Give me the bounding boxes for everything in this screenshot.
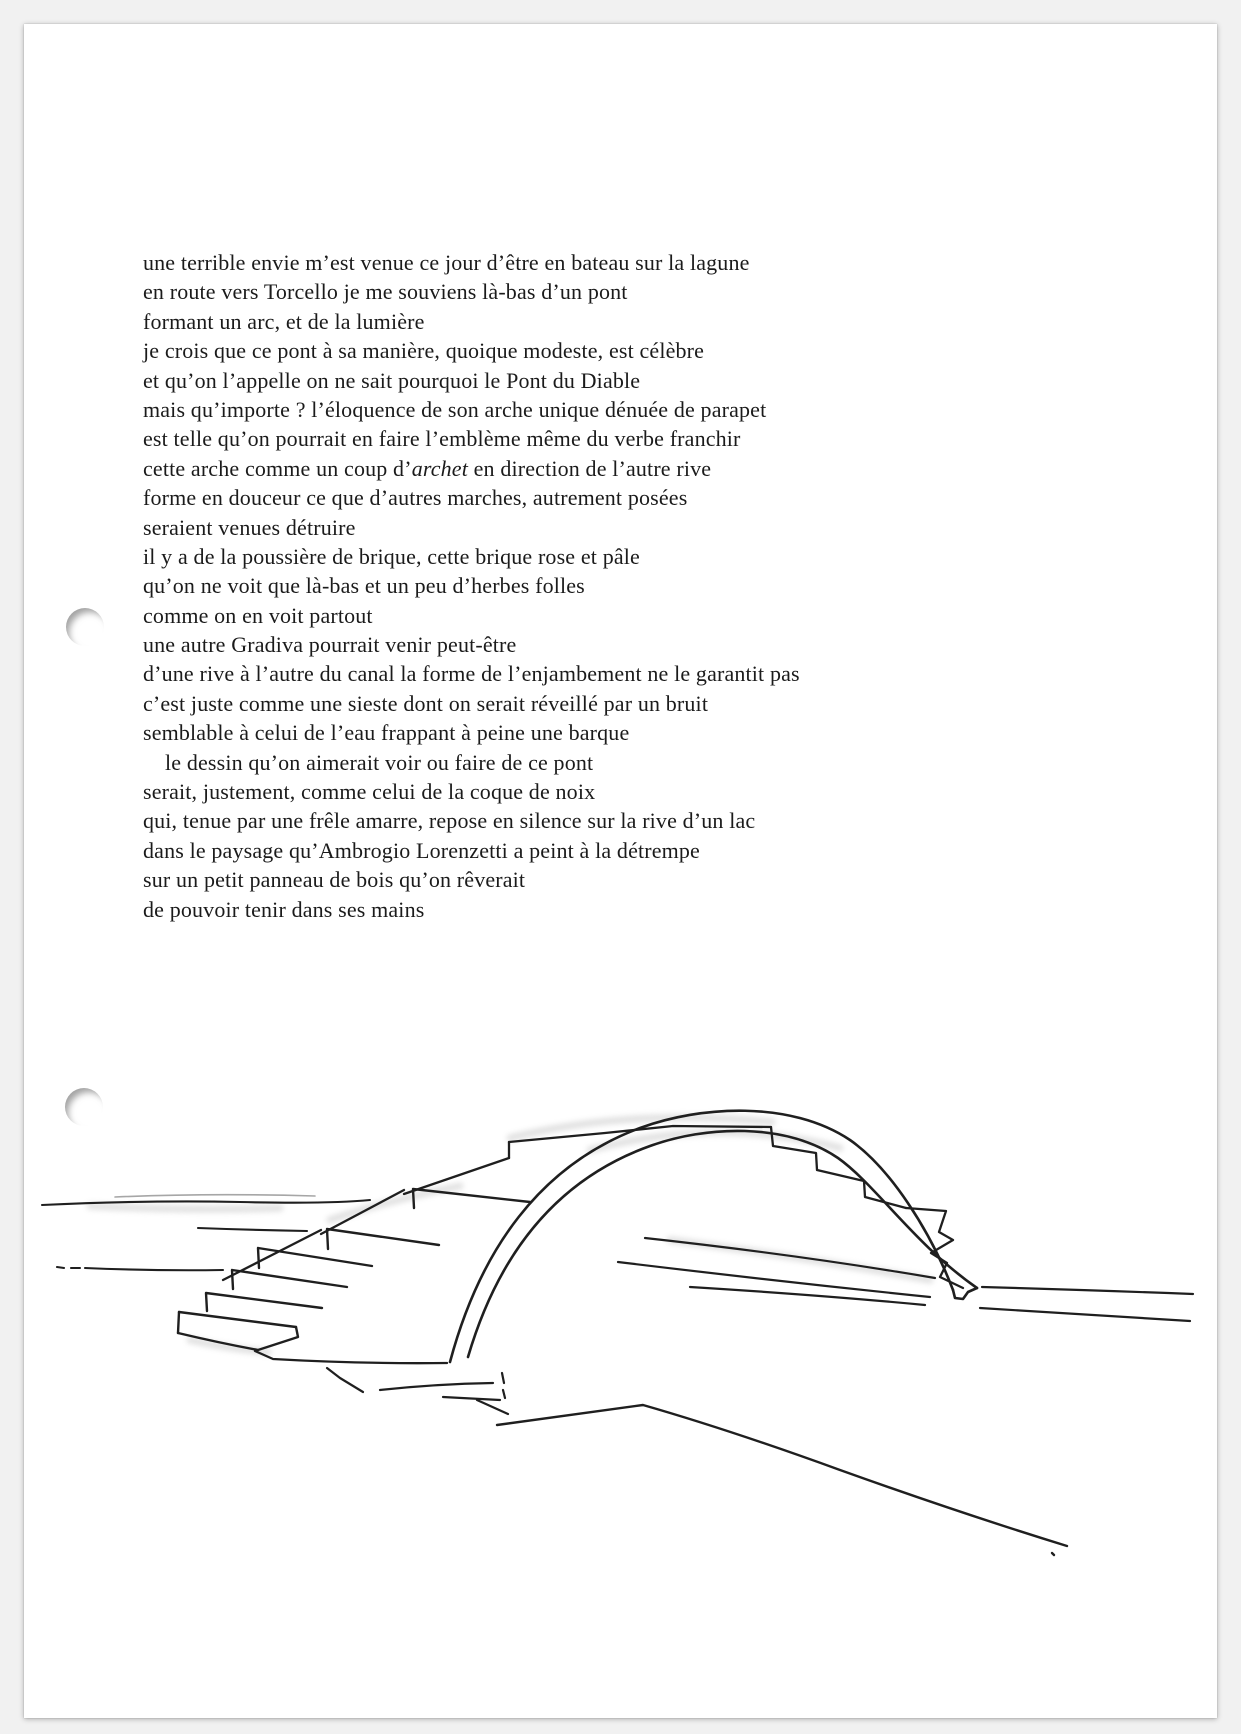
poem-line: d’une rive à l’autre du canal la forme de l’enjambement ne le garantit pas	[143, 661, 800, 687]
poem-line-segment: cette arche comme un coup d’	[143, 455, 412, 481]
bridge-ramp-treads	[327, 1189, 530, 1249]
scanned-page	[24, 24, 1217, 1718]
poem	[143, 248, 1083, 924]
foreground-shoreline	[497, 1405, 1067, 1555]
poem-line: en route vers Torcello je me souviens là-bas d’un pont	[143, 279, 628, 305]
poem-line: une autre Gradiva pourrait venir peut-être	[143, 632, 517, 658]
poem-line: dans le paysage qu’Ambrogio Lorenzetti a peint à la détrempe	[143, 837, 700, 863]
poem-line-segment: en direction de l’autre rive	[467, 455, 712, 481]
poem-line: il y a de la poussière de brique, cette brique rose et pâle	[143, 543, 640, 569]
bridge-sketch	[30, 990, 1210, 1580]
poem-line	[143, 454, 1083, 483]
poem-line: le dessin qu’on aimerait voir ou faire de ce pont	[165, 749, 594, 775]
poem-line: de pouvoir tenir dans ses mains	[143, 896, 425, 922]
poem-line: comme on en voit partout	[143, 602, 373, 628]
water-lines-right	[618, 1238, 1193, 1321]
poem-line: je crois que ce pont à sa manière, quoique modeste, est célèbre	[143, 338, 705, 364]
bridge-right-steps	[771, 1127, 963, 1288]
poem-line: qu’on ne voit que là-bas et un peu d’herbes folles	[143, 573, 585, 599]
foreground-ground-line	[255, 1351, 447, 1363]
poem-line: semblable à celui de l’eau frappant à peine une barque	[143, 720, 630, 746]
faint-horizon-line	[115, 1195, 315, 1197]
poem-line: formant un arc, et de la lumière	[143, 308, 425, 334]
poem-line: mais qu’importe ? l’éloquence de son arche unique dénuée de parapet	[143, 396, 767, 422]
poem-line: et qu’on l’appelle on ne sait pourquoi le Pont du Diable	[143, 367, 641, 393]
poem-line: est telle qu’on pourrait en faire l’emblème même du verbe franchir	[143, 426, 741, 452]
rocky-shore-details	[327, 1368, 508, 1414]
poem-line: forme en douceur ce que d’autres marches, autrement posées	[143, 485, 688, 511]
poem-line-italic-word: archet	[411, 455, 468, 481]
poem-line: serait, justement, comme celui de la coque de noix	[143, 779, 596, 805]
bridge-arch	[450, 1111, 977, 1362]
hole-punch-top	[66, 608, 104, 646]
poem-line: qui, tenue par une frêle amarre, repose en silence sur la rive d’un lac	[143, 808, 756, 834]
bridge-left-steps	[178, 1248, 372, 1350]
poem-line: seraient venues détruire	[143, 514, 356, 540]
poem-line: une terrible envie m’est venue ce jour d’être en bateau sur la lagune	[143, 250, 750, 275]
poem-line: sur un petit panneau de bois qu’on rêverait	[143, 867, 526, 893]
poem-line: c’est juste comme une sieste dont on serait réveillé par un bruit	[143, 690, 709, 716]
